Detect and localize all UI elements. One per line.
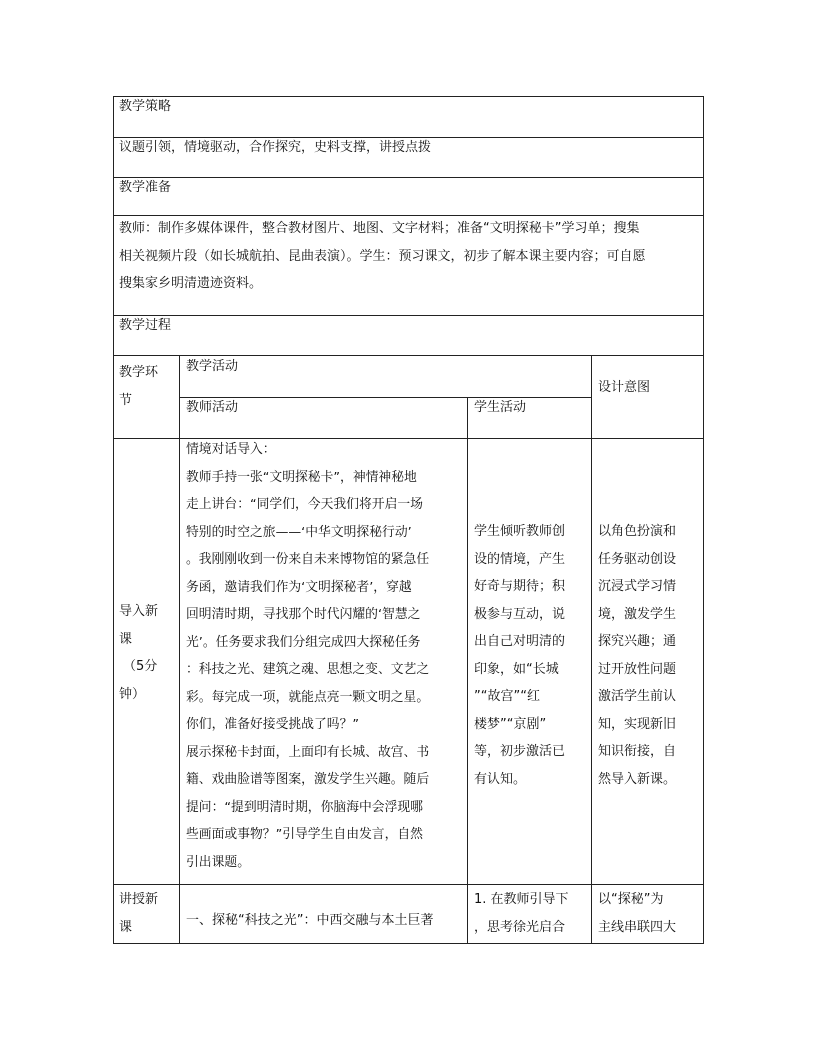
stage-header-line: 教学环 <box>119 365 159 380</box>
teacher-line: 提问：“提到明清时期，你脑海中会浮现哪 <box>186 799 423 815</box>
teacher-line: 引出课题。 <box>186 854 250 870</box>
stage-line: 讲授新 <box>119 892 159 907</box>
design-intent-header: 设计意图 <box>598 380 651 395</box>
intro-design-intent <box>598 518 676 793</box>
activity-header: 教学活动 <box>186 359 239 374</box>
intro-stage <box>119 598 158 708</box>
row-divider <box>113 177 704 178</box>
stage-line: 导入新 <box>119 604 159 619</box>
lecture-teacher-activity <box>186 907 433 935</box>
student-line: ，思考徐光启合 <box>474 919 566 935</box>
student-line: 学生倾听教师创 <box>474 524 566 539</box>
teacher-line: ：科技之光、建筑之魂、思想之变、文艺之 <box>186 662 430 677</box>
preparation-line: 搜集家乡明清遗迹资料。 <box>119 276 263 291</box>
teacher-line: 教师手持一张“文明探秘卡”，神情神秘地 <box>186 469 417 485</box>
stage-line: 钟） <box>119 686 146 702</box>
stage-line: 课 <box>119 631 133 647</box>
preparation-text <box>119 215 646 298</box>
table-top-border <box>113 96 704 97</box>
subheader-divider <box>179 397 591 398</box>
stage-line: （5分 <box>123 659 158 674</box>
teacher-line: 情境对话导入： <box>186 442 276 457</box>
design-line: 知识衔接，自 <box>598 744 677 759</box>
design-line: 沉浸式学习情 <box>598 579 677 594</box>
student-line: 设的情境，产生 <box>474 551 566 567</box>
lecture-design-intent <box>598 886 676 941</box>
preparation-heading: 教学准备 <box>119 180 172 195</box>
teacher-line: 一、探秘“科技之光”：中西交融与本土巨著 <box>186 913 434 928</box>
design-line: 激活学生前认 <box>598 689 677 704</box>
student-activity-header: 学生活动 <box>474 400 527 415</box>
student-line: 极参与互动，说 <box>474 606 566 622</box>
teacher-line: 特别的时空之旅——‘中华文明探秘行动’ <box>186 524 412 540</box>
teacher-line: 光’。任务要求我们分组完成四大探秘任务 <box>186 634 421 650</box>
table-left-border <box>113 96 114 944</box>
student-line: 1. 在教师引导下 <box>474 892 569 907</box>
student-line: 楼梦”“京剧” <box>474 716 547 732</box>
teacher-activity-header: 教师活动 <box>186 400 239 415</box>
teacher-line: 籍、戏曲脸谱等图案，激发学生兴趣。随后 <box>186 772 430 787</box>
design-line: 过开放性问题 <box>598 661 677 677</box>
preparation-line: 教师：制作多媒体课件，整合教材图片、地图、文字材料；准备“文明探秘卡”学习单；搜集 <box>119 221 640 236</box>
design-line: 探究兴趣；通 <box>598 634 677 649</box>
teacher-line: 走上讲台：“同学们，今天我们将开启一场 <box>186 497 423 512</box>
teacher-line: 些画面或事物？”引导学生自由发言，自然 <box>186 827 423 842</box>
intro-student-activity <box>474 518 565 793</box>
process-heading: 教学过程 <box>119 318 172 333</box>
lecture-stage <box>119 886 158 941</box>
preparation-line: 相关视频片段（如长城航拍、昆曲表演）。学生：预习课文，初步了解本课主要内容；可自愿 <box>119 248 646 264</box>
teacher-line: 。我刚刚收到一份来自未来博物馆的紧急任 <box>186 552 430 567</box>
teacher-line: 彩。每完成一项，就能点亮一颗文明之星。 <box>186 689 430 705</box>
design-line: 境，激发学生 <box>598 606 677 622</box>
teacher-line: 你们，准备好接受挑战了吗？” <box>186 717 359 732</box>
student-line: 有认知。 <box>474 771 527 787</box>
design-line: 然导入新课。 <box>598 771 677 787</box>
design-line: 主线串联四大 <box>598 919 677 935</box>
student-line: ”“故宫”“红 <box>474 689 540 704</box>
teacher-line: 务函，邀请我们作为‘文明探秘者’，穿越 <box>186 579 412 595</box>
stage-header-line: 节 <box>119 392 133 408</box>
student-line: 等，初步激活已 <box>474 744 566 759</box>
intro-teacher-activity <box>186 436 429 876</box>
design-line: 知，实现新旧 <box>598 716 677 732</box>
strategy-text: 议题引领，情境驱动，合作探究，史料支撑，讲授点拨 <box>119 140 432 155</box>
column-divider <box>591 355 592 944</box>
stage-line: 课 <box>119 919 133 935</box>
row-divider <box>113 315 704 316</box>
strategy-heading: 教学策略 <box>119 99 172 114</box>
teacher-line: 展示探秘卡封面，上面印有长城、故宫、书 <box>186 744 430 760</box>
row-divider <box>113 884 704 885</box>
teacher-line: 回明清时期，寻找那个时代闪耀的‘智慧之 <box>186 607 421 622</box>
design-line: 以角色扮演和 <box>598 524 677 539</box>
table-bottom-border <box>113 943 704 944</box>
column-divider <box>179 355 180 944</box>
stage-header <box>119 359 158 414</box>
student-line: 好奇与期待；积 <box>474 579 566 594</box>
student-line: 出自己对明清的 <box>474 634 566 649</box>
design-line: 任务驱动创设 <box>598 551 677 567</box>
student-line: 印象，如“长城 <box>474 661 559 677</box>
design-line: 以“探秘”为 <box>598 892 664 907</box>
table-right-border <box>703 96 704 944</box>
column-divider <box>467 397 468 944</box>
lecture-student-activity <box>474 886 569 941</box>
